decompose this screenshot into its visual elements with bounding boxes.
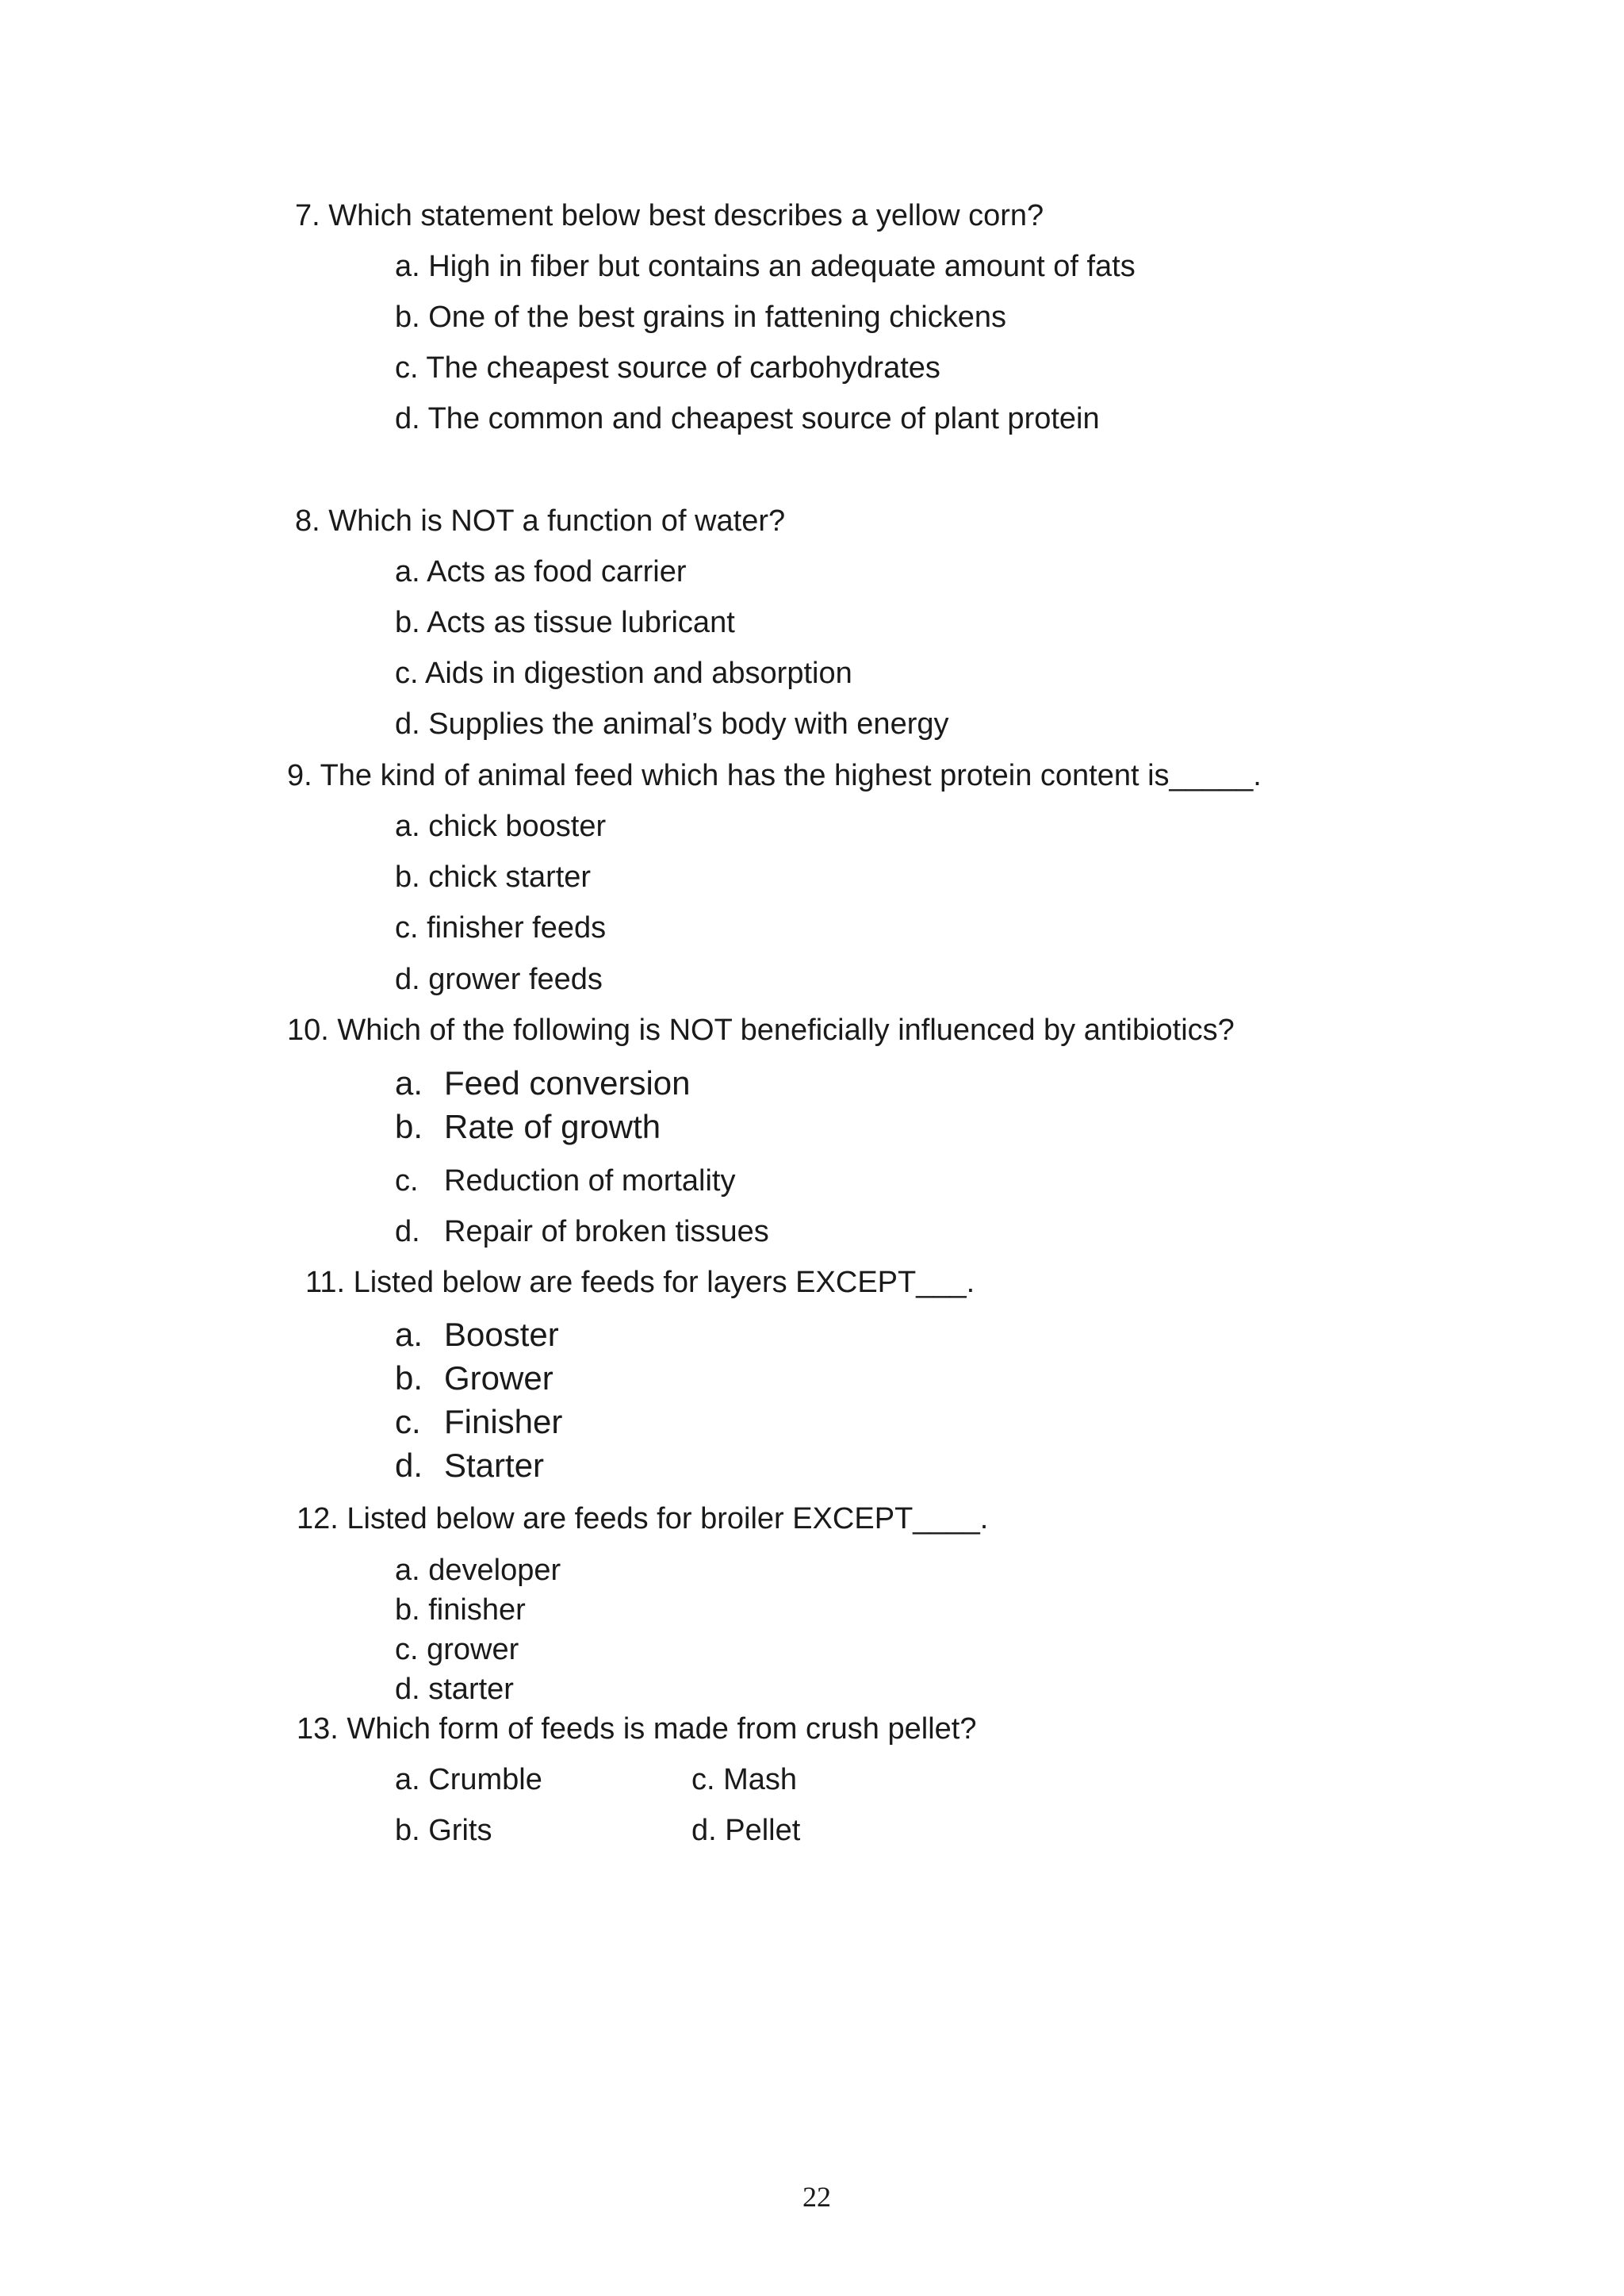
question-12: 12. Listed below are feeds for broiler EXCEPT____. — [297, 1502, 989, 1535]
q9-option-d: d. grower feeds — [395, 963, 603, 996]
option-text: Rate of growth — [444, 1108, 661, 1145]
question-11: 11. Listed below are feeds for layers EXCEPT___. — [305, 1266, 975, 1299]
option-letter: c. — [395, 1164, 419, 1198]
q8-option-a: a. Acts as food carrier — [395, 555, 687, 588]
q11-option-d — [395, 1449, 544, 1482]
question-10: 10. Which of the following is NOT beneficially influenced by antibiotics? — [287, 1014, 1235, 1047]
option-letter: b. — [395, 1108, 423, 1145]
q13-option-a: a. Crumble — [395, 1763, 542, 1796]
q13-option-d: d. Pellet — [691, 1814, 801, 1847]
option-text: Grower — [444, 1359, 553, 1397]
option-letter: b. — [395, 1359, 423, 1397]
q8-option-c: c. Aids in digestion and absorption — [395, 657, 852, 690]
question-9: 9. The kind of animal feed which has the highest protein content is_____. — [287, 759, 1262, 792]
q10-option-b — [395, 1110, 661, 1144]
q12-option-c: c. grower — [395, 1633, 519, 1666]
q7-option-d: d. The common and cheapest source of plant protein — [395, 402, 1100, 435]
option-letter: a. — [395, 1316, 423, 1353]
option-text: Reduction of mortality — [444, 1164, 736, 1198]
q11-option-a — [395, 1318, 559, 1351]
q13-option-b: b. Grits — [395, 1814, 492, 1847]
q12-option-a: a. developer — [395, 1554, 561, 1587]
option-text: Starter — [444, 1447, 545, 1484]
q11-option-b — [395, 1359, 553, 1397]
q7-option-b: b. One of the best grains in fattening chickens — [395, 301, 1007, 334]
q10-option-c — [395, 1166, 736, 1196]
q7-option-a: a. High in fiber but contains an adequate amount of fats — [395, 250, 1136, 283]
q12-option-b: b. finisher — [395, 1593, 526, 1627]
question-13: 13. Which form of feeds is made from crush pellet? — [297, 1712, 977, 1746]
q8-option-b: b. Acts as tissue lubricant — [395, 606, 735, 639]
option-letter: c. — [395, 1403, 421, 1440]
option-text: Booster — [444, 1316, 559, 1353]
option-text: Finisher — [444, 1403, 563, 1440]
option-letter: a. — [395, 1064, 423, 1102]
q10-option-a — [395, 1064, 691, 1102]
option-letter: d. — [395, 1215, 420, 1248]
q11-option-c — [395, 1405, 562, 1439]
option-text: Feed conversion — [444, 1064, 691, 1102]
q13-option-c: c. Mash — [691, 1763, 798, 1796]
option-letter: d. — [395, 1447, 423, 1484]
q10-option-d — [395, 1217, 769, 1247]
page-number: 22 — [802, 2181, 831, 2213]
question-8: 8. Which is NOT a function of water? — [295, 504, 786, 538]
question-7: 7. Which statement below best describes a yellow corn? — [295, 199, 1044, 232]
q9-option-c: c. finisher feeds — [395, 911, 607, 945]
option-text: Repair of broken tissues — [444, 1215, 769, 1248]
q9-option-a: a. chick booster — [395, 810, 607, 843]
q12-option-d: d. starter — [395, 1673, 514, 1706]
q7-option-c: c. The cheapest source of carbohydrates — [395, 351, 940, 385]
q9-option-b: b. chick starter — [395, 861, 592, 894]
q8-option-d: d. Supplies the animal’s body with energy — [395, 707, 949, 741]
